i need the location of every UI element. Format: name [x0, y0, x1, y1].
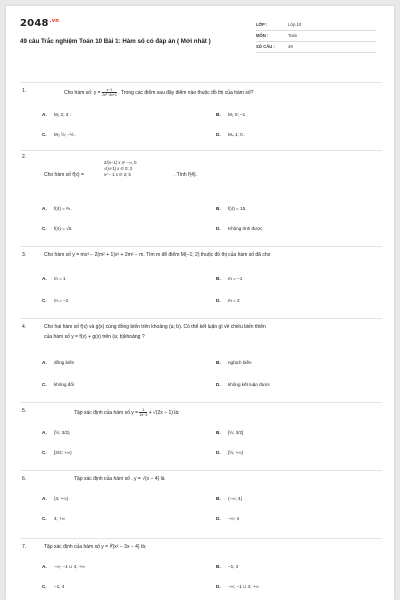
- option-b[interactable]: [216, 430, 243, 435]
- question-number: 3.: [22, 252, 27, 258]
- option-b[interactable]: [216, 496, 242, 501]
- option-d[interactable]: [216, 450, 243, 455]
- question-5: [6, 408, 394, 468]
- meta-table: [256, 20, 376, 53]
- option-letter: B.: [216, 112, 221, 117]
- fraction-numerator: x−1: [102, 88, 117, 93]
- option-c[interactable]: [42, 298, 68, 303]
- question-text-part: Tập xác định của hàm số y =: [74, 409, 139, 416]
- option-letter: A.: [42, 206, 47, 211]
- question-number: 2.: [22, 154, 27, 160]
- option-letter: C.: [42, 450, 47, 455]
- option-c[interactable]: [42, 516, 65, 521]
- option-text: −1; 4: [54, 584, 65, 589]
- question-text-part: + √(2x − 1) là:: [148, 409, 180, 416]
- option-text: M₁ 2; 3 .: [54, 112, 71, 117]
- option-letter: A.: [42, 430, 47, 435]
- page: [6, 6, 394, 600]
- option-text: −∞; 4: [228, 516, 240, 521]
- divider: [20, 150, 382, 151]
- option-letter: D.: [216, 132, 221, 137]
- question-number: 6.: [22, 476, 27, 482]
- question-number: 5.: [22, 408, 27, 414]
- option-text: −∞; −1 ∪ 4; +∞: [228, 584, 259, 589]
- option-text: không kết luận được: [228, 382, 271, 387]
- option-text: [½; +∞): [228, 450, 244, 455]
- option-letter: C.: [42, 382, 47, 387]
- option-text: M₄ 1; 0 .: [228, 132, 246, 137]
- option-letter: A.: [42, 276, 47, 281]
- option-text: m = −1: [228, 276, 243, 281]
- fraction-denominator: 2x²−3x+1: [101, 93, 117, 97]
- option-a[interactable]: [42, 496, 68, 501]
- option-b[interactable]: [216, 360, 252, 365]
- question-text: Cho hàm số y = mx³ − 2(m² + 1)x² + 2m² − m. Tìm m để điểm M(−1; 2) thuộc đồ thị của hàm số đã cho: [44, 252, 271, 258]
- option-a[interactable]: [42, 276, 66, 281]
- question-text: [74, 408, 394, 417]
- divider: [20, 82, 382, 83]
- option-a[interactable]: [42, 430, 70, 435]
- option-letter: B.: [216, 276, 221, 281]
- divider: [20, 538, 382, 539]
- option-letter: D.: [216, 450, 221, 455]
- option-a[interactable]: [42, 206, 73, 211]
- option-text: −1; 4: [228, 564, 239, 569]
- meta-value: Lớp 10: [288, 22, 302, 27]
- option-text: m = 2: [228, 298, 240, 303]
- divider: [20, 470, 382, 471]
- header: [6, 6, 394, 56]
- option-a[interactable]: [42, 564, 85, 570]
- meta-key: SỐ CÂU :: [256, 44, 275, 49]
- option-b[interactable]: [216, 276, 242, 281]
- fraction: [139, 408, 147, 417]
- option-letter: C.: [42, 516, 47, 521]
- option-letter: B.: [216, 360, 221, 365]
- option-letter: A.: [42, 496, 47, 501]
- meta-key: LỚP :: [256, 22, 268, 27]
- question-text-part: . Trong các điểm sau đây điểm nào thuộc đồ thị của hàm số?: [118, 89, 254, 96]
- option-b[interactable]: [216, 112, 248, 117]
- option-letter: D.: [216, 584, 221, 589]
- question-text: Cho hai hàm số f(x) và g(x) cùng đồng biến trên khoảng (a; b). Có thể kết luận gì về chiều biến thiên: [44, 324, 266, 330]
- option-d[interactable]: [216, 382, 270, 387]
- meta-value: 49: [288, 44, 293, 49]
- option-text: (4; +∞): [54, 496, 69, 501]
- piecewise-function: [104, 160, 136, 178]
- piecewise-case: √(x+1) x ∈ 0; 2: [104, 166, 133, 171]
- option-text: f(4) = √5.: [54, 226, 73, 231]
- option-c[interactable]: [42, 382, 74, 387]
- divider: [20, 246, 382, 247]
- piecewise-case: x² − 1 x ∈ 2; 5: [104, 172, 131, 177]
- option-text: f(4) = ⅔ .: [54, 206, 73, 211]
- option-letter: D.: [216, 516, 221, 521]
- option-letter: A.: [42, 360, 47, 365]
- option-text: M₃ ½; −½ .: [54, 132, 77, 137]
- option-b[interactable]: [216, 564, 238, 569]
- meta-row-subject: [256, 31, 376, 42]
- option-text: m = 1: [54, 276, 66, 281]
- option-letter: D.: [216, 298, 221, 303]
- meta-key: MÔN :: [256, 33, 269, 38]
- option-letter: C.: [42, 226, 47, 231]
- option-letter: A.: [42, 564, 47, 569]
- option-a[interactable]: [42, 360, 74, 365]
- option-text: 4; +∞: [54, 516, 66, 521]
- option-d[interactable]: [216, 516, 239, 521]
- option-letter: A.: [42, 112, 47, 117]
- fraction-denominator: 2x−3: [139, 413, 148, 417]
- divider: [20, 318, 382, 319]
- question-text: [64, 88, 394, 97]
- option-c[interactable]: [42, 450, 72, 455]
- question-text: của hàm số y = f(x) + g(x) trên (a; b)khoảng ?: [44, 334, 145, 340]
- meta-row-count: [256, 42, 376, 53]
- option-text: nghịch biến: [228, 360, 252, 365]
- logo-suffix: .vn: [49, 18, 59, 24]
- question-number: 1.: [22, 88, 27, 94]
- logo-text: 2048: [20, 18, 49, 29]
- option-c[interactable]: [42, 584, 64, 589]
- option-letter: B.: [216, 496, 221, 501]
- option-text: M₂ 0; −1 .: [228, 112, 248, 117]
- option-d[interactable]: [216, 298, 240, 303]
- question-text-part: Cho hàm số: y =: [64, 89, 101, 96]
- option-c[interactable]: [42, 132, 76, 137]
- option-letter: C.: [42, 584, 47, 589]
- fraction: [102, 88, 117, 97]
- option-text: −∞; −1 ∪ 4; +∞: [54, 564, 85, 569]
- option-text: đồng biến: [54, 360, 75, 365]
- option-text: [3/2; +∞): [54, 450, 72, 455]
- fraction-numerator: 1: [139, 408, 147, 413]
- question-1: [6, 88, 394, 148]
- option-text: m = −2: [54, 298, 69, 303]
- question-text: Tập xác định của hàm số y = ∜(x² − 3x − 4) là:: [44, 544, 147, 550]
- question-text: Cho hàm số f(x) =: [44, 172, 84, 178]
- question-3: [6, 252, 394, 312]
- question-number: 4.: [22, 324, 27, 330]
- question-2: [6, 154, 394, 246]
- site-logo[interactable]: [20, 18, 59, 29]
- meta-row-class: [256, 20, 376, 31]
- option-text: không đổi: [54, 382, 74, 387]
- option-d[interactable]: [216, 132, 245, 137]
- option-letter: D.: [216, 382, 221, 387]
- option-text: (−∞; 4): [228, 496, 243, 501]
- option-a[interactable]: [42, 112, 71, 117]
- question-6: [6, 476, 394, 534]
- page-title: 49 câu Trắc nghiệm Toán 10 Bài 1: Hàm số có đáp án ( Mới nhất ): [20, 38, 211, 45]
- option-letter: C.: [42, 298, 47, 303]
- option-c[interactable]: [42, 226, 72, 231]
- question-text-part: . Tính f(4).: [174, 172, 197, 178]
- option-letter: B.: [216, 564, 221, 569]
- option-d[interactable]: [216, 226, 262, 231]
- question-number: 7.: [22, 544, 27, 550]
- piecewise-case: 2/(x−1) x ∈ −∞; 0: [104, 160, 137, 165]
- option-letter: D.: [216, 226, 221, 231]
- option-text: [½; 3/2): [54, 430, 70, 435]
- question-7: [6, 544, 394, 600]
- question-4: [6, 324, 394, 400]
- question-text: Tập xác định của hàm số . y = √(x − 4) là: [74, 476, 165, 482]
- option-letter: C.: [42, 132, 47, 137]
- option-text: [½; 3/2]: [228, 430, 244, 435]
- option-letter: B.: [216, 430, 221, 435]
- option-text: Không tính được: [228, 226, 263, 231]
- option-b[interactable]: [216, 206, 247, 211]
- option-text: f(4) = 15.: [228, 206, 247, 211]
- option-letter: B.: [216, 206, 221, 211]
- option-d[interactable]: [216, 584, 259, 590]
- divider: [20, 402, 382, 403]
- meta-value: Toán: [288, 33, 298, 38]
